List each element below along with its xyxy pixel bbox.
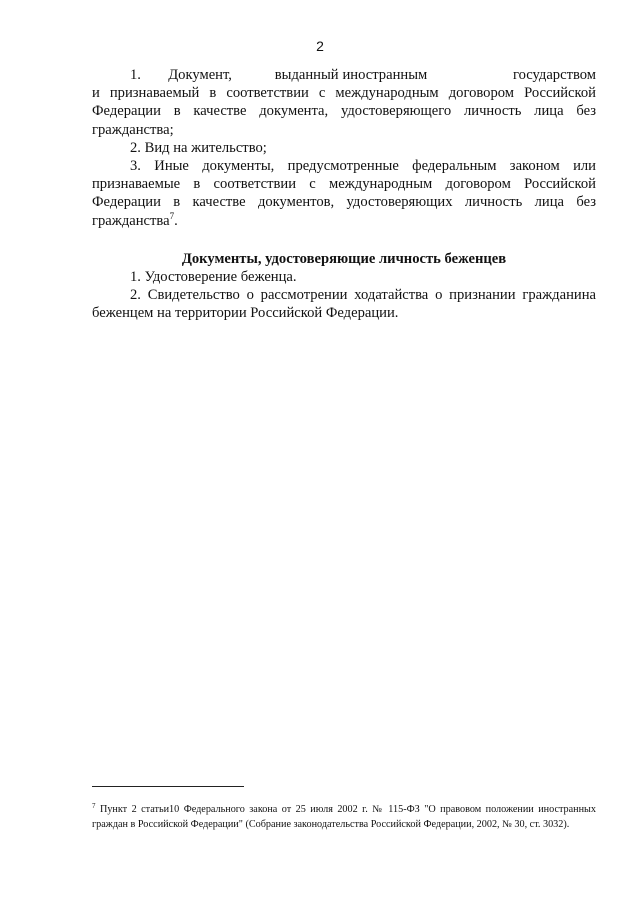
list-item (92, 139, 596, 157)
document-body (92, 66, 596, 323)
list-item (92, 157, 596, 230)
section-heading: Документы, удостоверяющие личность беженцев (181, 250, 507, 267)
footnote-reference[interactable]: 7 (169, 210, 175, 221)
list-item-text: 2. Вид на жительство; (130, 139, 267, 156)
list-item (92, 66, 596, 139)
list-item-suffix: . (174, 212, 178, 229)
list-item-text: 1. Удостоверение беженца. (130, 269, 297, 286)
list-item (92, 268, 596, 286)
list-item-text: 2. Свидетельство о рассмотрении ходатайства о признании гражданина беженцем на территории Российской Федерации. (92, 287, 596, 322)
footnote-text: Пункт 2 статьи10 Федерального закона от 25 июля 2002 г. № 115-ФЗ "О правовом положении иностранных граждан в Российской Федерации" (Собрание законодательства Российской Федерации, 2002, № 30, ст. 3032). (92, 804, 596, 830)
footnote-marker: 7 (92, 802, 96, 810)
footnote (92, 803, 596, 832)
list-item-text: 3. Иные документы, предусмотренные федеральным законом или признаваемые в соответствии с международным договором Российской Федерации в качестве документов, удостоверяющих личность лица без гражданства (92, 158, 596, 229)
list-item (92, 286, 596, 322)
page-number: 2 (316, 38, 324, 54)
list-item-text: 1. Документ, выданный иностранным государством и признаваемый в соответствии с международным договором Российской Федерации в качестве документа, удостоверяющего личность лица без гражданства; (92, 67, 596, 138)
footnote-divider (92, 786, 244, 787)
